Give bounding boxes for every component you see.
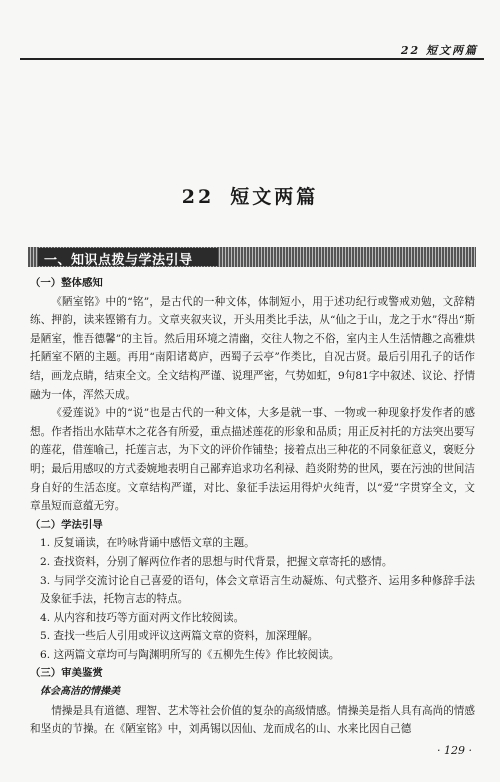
heading-method: （二）学法引导 xyxy=(30,518,103,531)
list-item: 5. 查找一些后人引用或评议这两篇文章的资料，加深理解。 xyxy=(40,630,319,643)
paragraph-ailianshuo: 《爱莲说》中的“说”也是古代的一种文体，大多是就一事、一物或一种现象抒发作者的感想。作者指出水陆草木之花各有所爱，重点描述莲花的形象和品质；用正反衬托的方法突出要写的莲花，借莲喻己，托莲言志，为下文的评价作铺垫；接着点出三种花的不同象征意义，褒贬分明；最后用感叹的方式委婉地表明自己鄙弃追求功名利禄、趋炎附势的世风，要在污浊的世间洁身自好的生活态度。文章结构严谨，对比、象征手法运用得炉火纯青，以“爱”字贯穿全文，文章虽短而意蕴无穷。 xyxy=(30,407,475,513)
list-item: 3. 与同学交流讨论自己喜爱的语句，体会文章语言生动凝炼、句式整齐、运用多种修辞手法及象征手法，托物言志的特点。 xyxy=(40,574,475,606)
list-item: 6. 这两篇文章均可与陶渊明所写的《五柳先生传》作比较阅读。 xyxy=(40,648,340,661)
list-item: 4. 从内容和技巧等方面对两文作比较阅读。 xyxy=(40,611,245,624)
header-rule xyxy=(20,58,484,60)
list-item: 1. 反复诵读，在吟咏背诵中感悟文章的主题。 xyxy=(40,537,255,550)
paragraph-loushiming: 《陋室铭》中的“铭”，是古代的一种文体，体制短小，用于述功纪行或警戒劝勉，文辞精练、押韵，读来铿锵有力。文章夹叙夹议，开头用类比手法，从“仙之于山，龙之于水”得出“斯是陋室，惟吾德馨”的主旨。然后用环境之清幽，交往人物之不俗，室内主人生活情趣之高雅烘托陋室不陋的主题。再用“南阳诸葛庐，西蜀子云亭”作类比，自况古贤。最后引用孔子的话作结，画龙点睛，结束全文。全文结构严谨、说理严密，气势如虹，9句81字中叙述、议论、抒情融为一体，浑然天成。 xyxy=(30,295,475,401)
heading-overall: （一）整体感知 xyxy=(30,277,103,289)
section-banner-label: 一、知识点拨与学法引导 xyxy=(44,253,193,268)
header-title: 22 短文两篇 xyxy=(400,44,478,57)
chapter-number: 22 xyxy=(181,186,215,208)
paragraph-sentiment: 情操是具有道德、理智、艺术等社会价值的复杂的高级情感。情操美是指人具有高尚的情感和坚贞的节操。在《陋室铭》中，刘禹锡以因仙、龙而成名的山、水来比因自己德 xyxy=(30,704,475,736)
subheading-sentiment: 体会高洁的情操美 xyxy=(40,686,120,698)
running-header xyxy=(0,0,500,62)
main-content xyxy=(30,274,475,739)
list-item: 2. 查找资料，分别了解两位作者的思想与时代背景，把握文章寄托的感情。 xyxy=(40,555,393,568)
page-number: · 129 · xyxy=(437,744,472,757)
chapter-title xyxy=(0,182,500,209)
chapter-title-text: 短文两篇 xyxy=(230,186,319,208)
section-banner xyxy=(28,247,476,267)
heading-appreciation: （三）审美鉴赏 xyxy=(30,667,103,680)
